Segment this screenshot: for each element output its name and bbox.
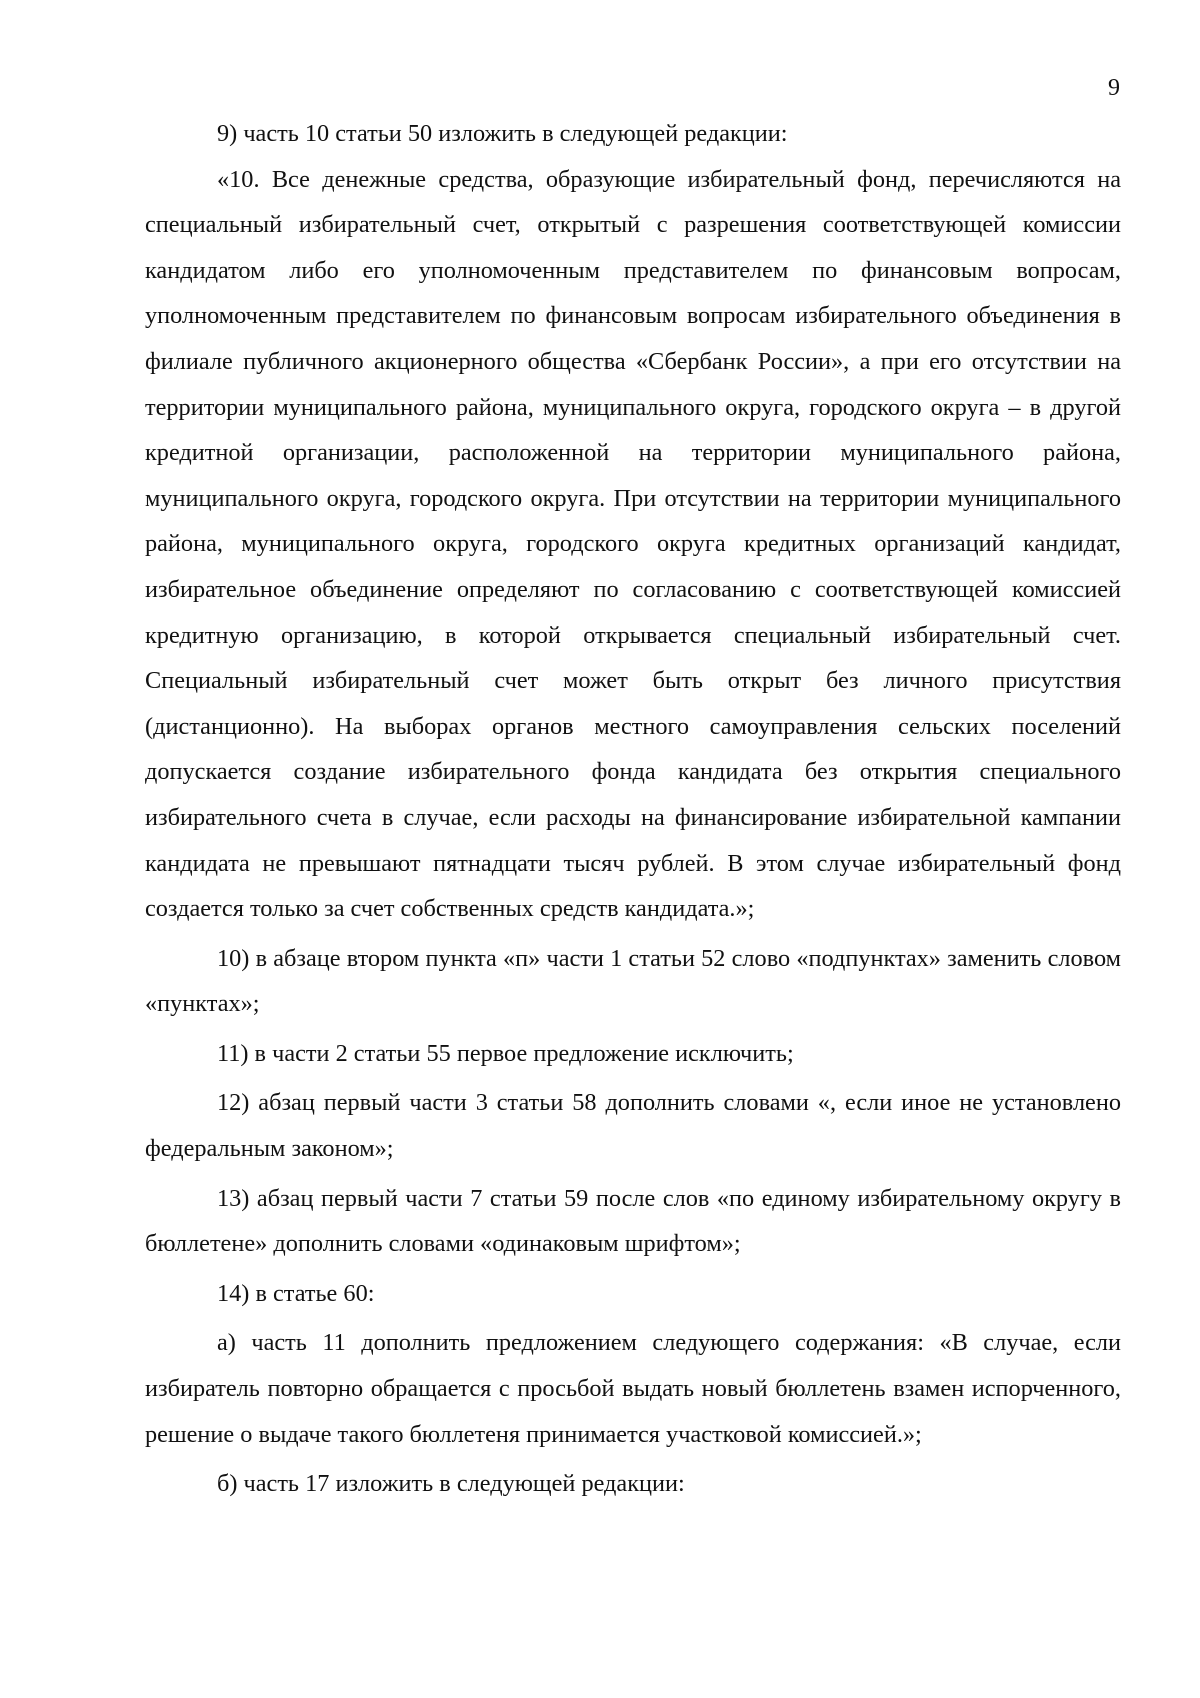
paragraph-item-14a: а) часть 11 дополнить предложением следующего содержания: «В случае, если избиратель повторно обращается с просьбой выдать новый бюллетень взамен испорченного, решение о выдаче такого бюллетеня принимается участковой комиссией.»; (145, 1329, 1121, 1448)
paragraph-item-14: 14) в статье 60: (217, 1279, 375, 1307)
paragraph-item-10: 10) в абзаце втором пункта «п» части 1 статьи 52 слово «подпунктах» заменить словом «пунктах»; (145, 944, 1121, 1018)
paragraph-item-13: 13) абзац первый части 7 статьи 59 после слов «по единому избирательному округу в бюллетене» дополнить словами «одинаковым шрифтом»; (145, 1184, 1121, 1258)
paragraph-item-9: 9) часть 10 статьи 50 изложить в следующей редакции: (217, 120, 788, 147)
document-body (145, 111, 1121, 1507)
paragraph-item-12: 12) абзац первый части 3 статьи 58 дополнить словами «, если иное не установлено федеральным законом»; (145, 1089, 1121, 1163)
paragraph-item-11: 11) в части 2 статьи 55 первое предложение исключить; (217, 1039, 794, 1067)
paragraph-item-14b: б) часть 17 изложить в следующей редакции: (217, 1470, 685, 1498)
page-number: 9 (1108, 75, 1120, 101)
paragraph-item-10-quote: «10. Все денежные средства, образующие избирательный фонд, перечисляются на специальный избирательный счет, открытый с разрешения соответствующей комиссии кандидатом либо его уполномоченным представителем по финансовым вопросам, уполномоченным представителем по финансовым вопросам избирательного объединения в филиале публичного акционерного общества «Сбербанк России», а при его отсутствии на территории муниципального района, муниципального округа, городского округа – в другой кредитной организации, расположенной на территории муниципального района, муниципального округа, городского округа. При отсутствии на территории муниципального района, муниципального округа, городского округа кредитных организаций кандидат, избирательное объединение определяют по согласованию с соответствующей комиссией кредитную организацию, в которой открывается специальный избирательный счет. Специальный избирательный счет может быть открыт без личного присутствия (дистанционно). На выборах органов местного самоуправления сельских поселений допускается создание избирательного фонда кандидата без открытия специального избирательного счета в случае, если расходы на финансирование избирательной кампании кандидата не превышают пятнадцати тысяч рублей. В этом случае избирательный фонд создается только за счет собственных средств кандидата.»; (145, 165, 1121, 923)
